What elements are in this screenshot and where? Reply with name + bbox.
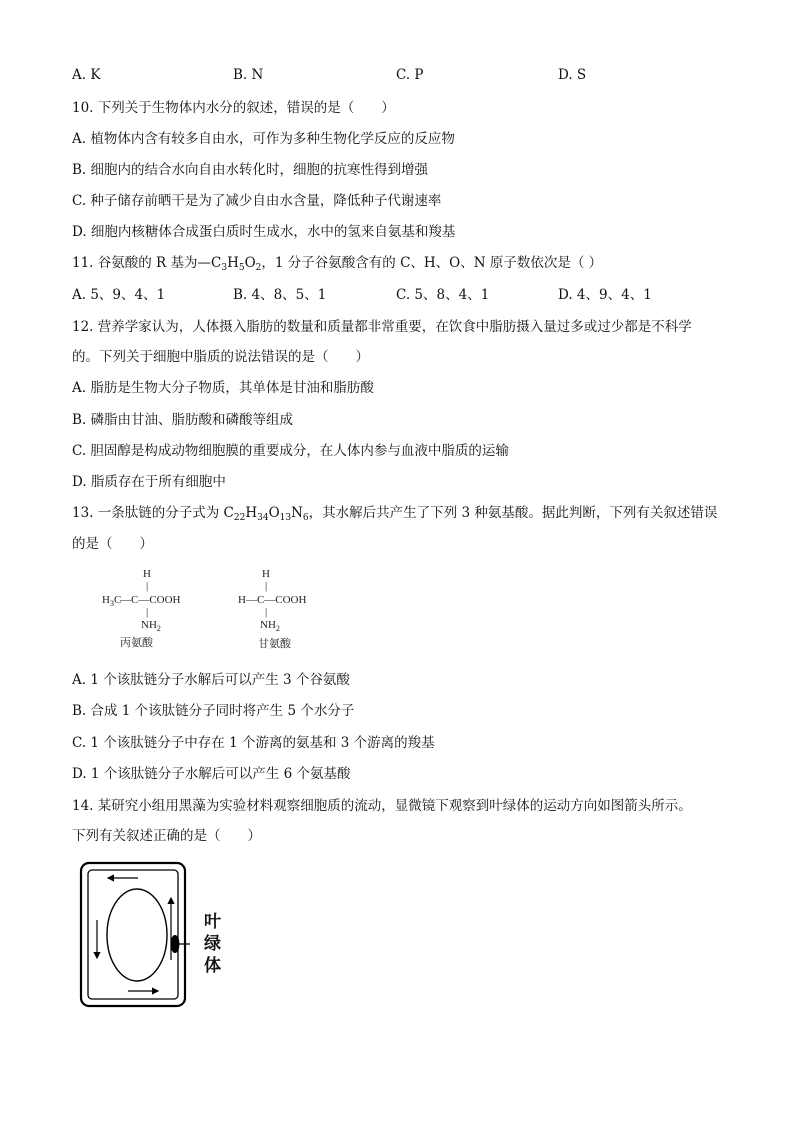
atom-h-top: H <box>143 568 151 580</box>
option-c: C. P <box>396 67 424 83</box>
atom-nh: NH <box>260 619 276 631</box>
subscript: 2 <box>275 624 280 633</box>
alanine-name: 丙氨酸 <box>120 636 153 649</box>
label-char: 绿 <box>204 934 221 954</box>
vacuole <box>107 889 167 981</box>
subscript: 2 <box>156 624 161 633</box>
option-b: B. 4、8、5、1 <box>233 287 327 303</box>
methyl-group <box>102 594 121 610</box>
subscript: 5 <box>238 263 245 273</box>
backbone: H—C—COOH <box>238 594 307 606</box>
option-b: B. N <box>233 67 264 83</box>
q13-stem-line2: 的是（ ） <box>72 536 153 552</box>
backbone: —C—COOH <box>120 594 181 606</box>
formula-o: O <box>244 255 256 271</box>
subscript: 3 <box>109 599 114 608</box>
q11-stem-text: 11. 谷氨酸的 R 基为—C <box>72 255 222 271</box>
label-char: 体 <box>204 956 221 976</box>
q12-stem-line2: 的。下列关于细胞中脂质的说法错误的是（ ） <box>72 349 369 365</box>
q12-option-a: A. 脂肪是生物大分子物质，其单体是甘油和脂肪酸 <box>72 380 374 396</box>
q10-option-d: D. 细胞内核糖体合成蛋白质时生成水，水中的氢来自氨基和羧基 <box>72 224 456 240</box>
subscript: 2 <box>255 263 262 273</box>
cell-diagram <box>78 860 190 1014</box>
q12-option-c: C. 胆固醇是构成动物细胞膜的重要成分，在人体内参与血液中脂质的运输 <box>72 443 509 459</box>
q14-stem-line2: 下列有关叙述正确的是（ ） <box>72 828 261 844</box>
subscript: 34 <box>257 513 269 523</box>
subscript: 3 <box>221 263 228 273</box>
q13-option-a: A. 1 个该肽链分子水解后可以产生 3 个谷氨酸 <box>72 672 350 688</box>
q10-option-c: C. 种子储存前晒干是为了减少自由水含量，降低种子代谢速率 <box>72 193 442 209</box>
option-c: C. 5、8、4、1 <box>396 287 490 303</box>
atom-nh: NH <box>141 619 157 631</box>
option-d: D. S <box>558 67 587 83</box>
bond-vertical: | <box>265 606 268 618</box>
option-a: A. 5、9、4、1 <box>72 287 166 303</box>
q10-stem: 10. 下列关于生物体内水分的叙述，错误的是（ ） <box>72 100 395 116</box>
bond-vertical: | <box>146 580 149 592</box>
q12-stem-line1: 12. 营养学家认为，人体摄入脂肪的数量和质量都非常重要，在饮食中脂肪摄入量过多或过少都是不科学 <box>72 319 692 335</box>
formula-h: H <box>245 505 258 521</box>
subscript: 22 <box>233 513 246 523</box>
amino-group <box>260 619 280 635</box>
glycine-name: 甘氨酸 <box>258 637 291 650</box>
formula-n: N <box>291 505 303 521</box>
option-a: A. K <box>72 67 101 83</box>
q10-option-b: B. 细胞内的结合水向自由水转化时，细胞的抗寒性得到增强 <box>72 162 429 178</box>
bond-vertical: | <box>265 580 268 592</box>
q14-stem-line1: 14. 某研究小组用黑藻为实验材料观察细胞质的流动，显微镜下观察到叶绿体的运动方向如图箭头所示。 <box>72 798 692 814</box>
q13-option-b: B. 合成 1 个该肽链分子同时将产生 5 个水分子 <box>72 703 355 719</box>
chloroplast <box>171 935 180 953</box>
cell-drawing <box>78 860 190 1010</box>
bond-vertical: | <box>146 606 149 618</box>
q13-stem-text-end: ，其水解后共产生了下列 3 种氨基酸。据此判断，下列有关叙述错误 <box>308 505 718 521</box>
formula-h: H <box>227 255 239 271</box>
q13-option-c: C. 1 个该肽链分子中存在 1 个游离的氨基和 3 个游离的羧基 <box>72 735 435 751</box>
q13-option-d: D. 1 个该肽链分子水解后可以产生 6 个氨基酸 <box>72 766 351 782</box>
formula-o: O <box>268 505 280 521</box>
label-char: 叶 <box>204 912 221 932</box>
q13-stem-text: 13. 一条肽链的分子式为 C <box>72 505 234 521</box>
alanine-structure <box>102 568 212 654</box>
atom-h: H <box>102 594 110 606</box>
q12-option-b: B. 磷脂由甘油、脂肪酸和磷酸等组成 <box>72 412 294 428</box>
q11-stem <box>72 254 602 277</box>
q11-stem-text-end: ，1 分子谷氨酸含有的 C、H、O、N 原子数依次是（ ） <box>261 255 603 271</box>
glycine-structure <box>238 568 348 654</box>
option-d: D. 4、9、4、1 <box>558 287 652 303</box>
atom-h-top: H <box>262 568 270 580</box>
atom-c: C <box>113 594 122 606</box>
chloroplast-label <box>204 911 221 977</box>
q12-option-d: D. 脂质存在于所有细胞中 <box>72 474 226 490</box>
subscript: 13 <box>279 513 292 523</box>
subscript: 6 <box>302 513 309 523</box>
amino-group <box>141 619 161 635</box>
q10-option-a: A. 植物体内含有较多自由水，可作为多种生物化学反应的反应物 <box>72 131 455 147</box>
q13-stem-line1 <box>72 504 717 527</box>
